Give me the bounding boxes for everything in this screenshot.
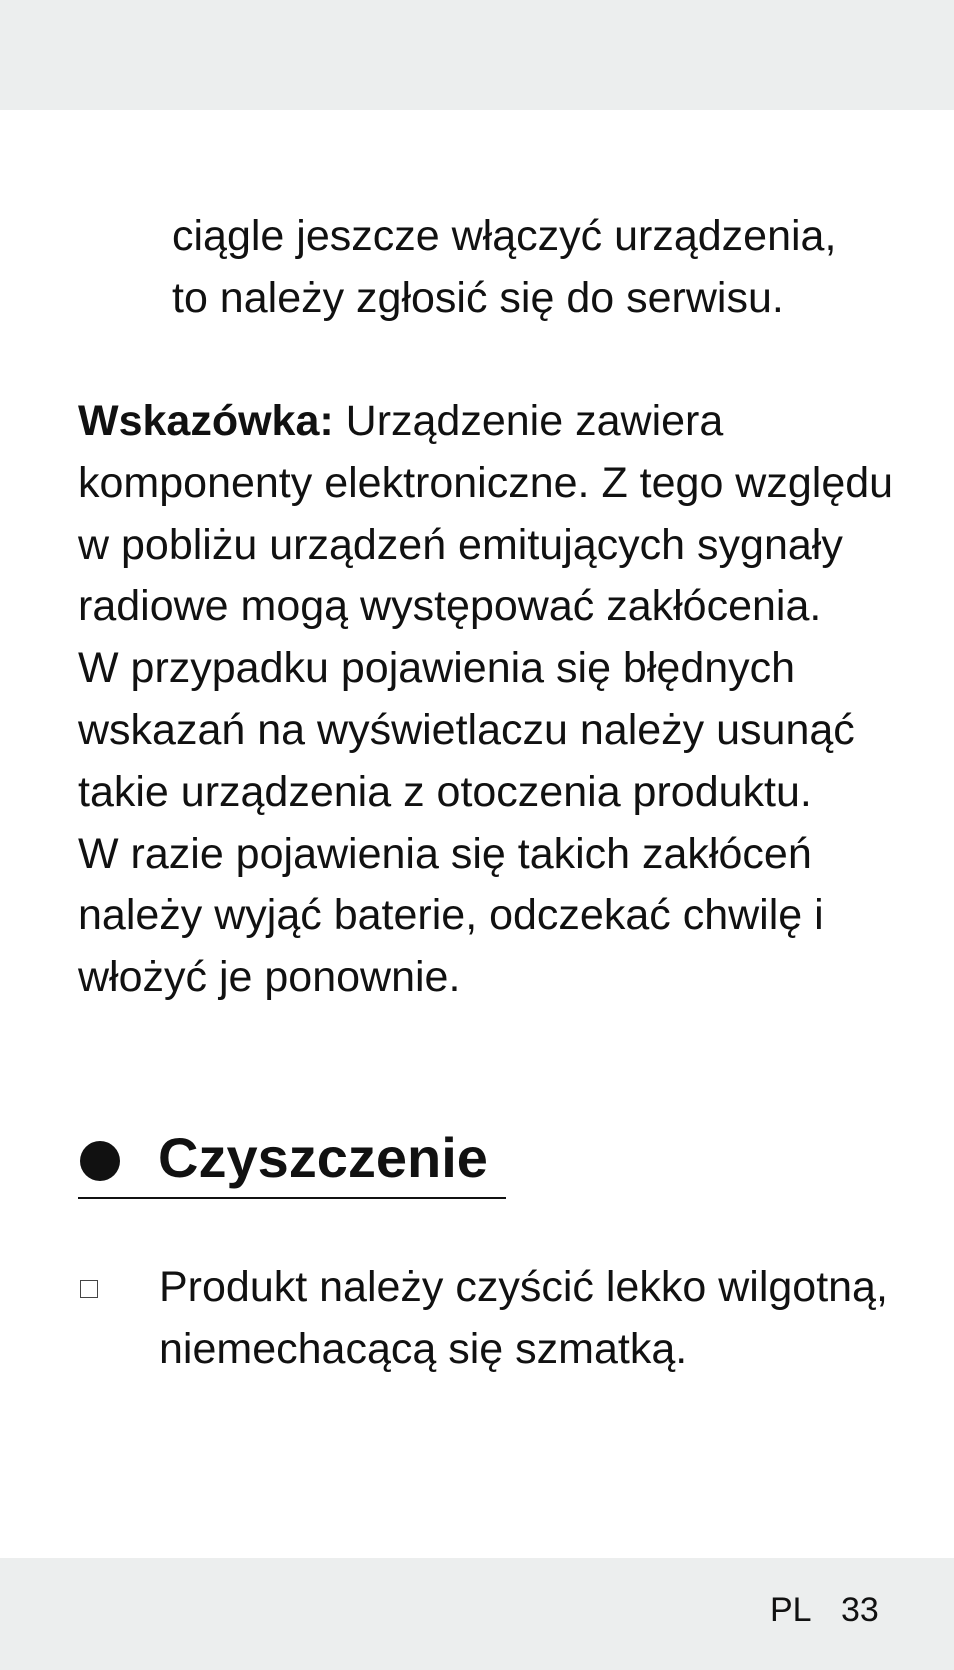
- text-line: wskazań na wyświetlaczu należy usunąć: [78, 705, 855, 754]
- text-line: należy wyjąć baterie, odczekać chwilę i: [78, 891, 824, 940]
- continued-paragraph: [172, 205, 912, 329]
- text-line: Produkt należy czyścić lekko wilgotną,: [159, 1263, 888, 1311]
- text-line: ciągle jeszcze włączyć urządzenia,: [172, 212, 837, 260]
- text-line: radiowe mogą występować zakłócenia.: [78, 582, 822, 631]
- text-line: niemechacącą się szmatką.: [159, 1325, 688, 1373]
- note-paragraph: [78, 391, 898, 1009]
- text-line: komponenty elektroniczne. Z tego względu: [78, 458, 894, 507]
- checkbox-square-icon: [80, 1280, 98, 1298]
- text-line: W razie pojawienia się takich zakłóceń: [78, 829, 812, 878]
- text-line: W przypadku pojawienia się błędnych: [78, 644, 796, 693]
- text-line: takie urządzenia z otoczenia produktu.: [78, 767, 812, 816]
- text-line: to należy zgłosić się do serwisu.: [172, 274, 784, 322]
- text-line: włożyć je ponownie.: [78, 953, 461, 1002]
- text-line: w pobliżu urządzeń emitujących sygnały: [78, 520, 843, 569]
- section-title: Czyszczenie: [158, 1125, 488, 1189]
- note-first-line-text: Urządzenie zawiera: [333, 397, 724, 445]
- note-label: Wskazówka:: [78, 397, 334, 445]
- filled-circle-icon: [80, 1141, 120, 1181]
- footer-language: PL: [770, 1591, 812, 1629]
- page-number: 33: [841, 1591, 879, 1629]
- list-item-text: [159, 1256, 919, 1380]
- note-first-line: [78, 391, 898, 453]
- section-heading: [78, 1125, 506, 1199]
